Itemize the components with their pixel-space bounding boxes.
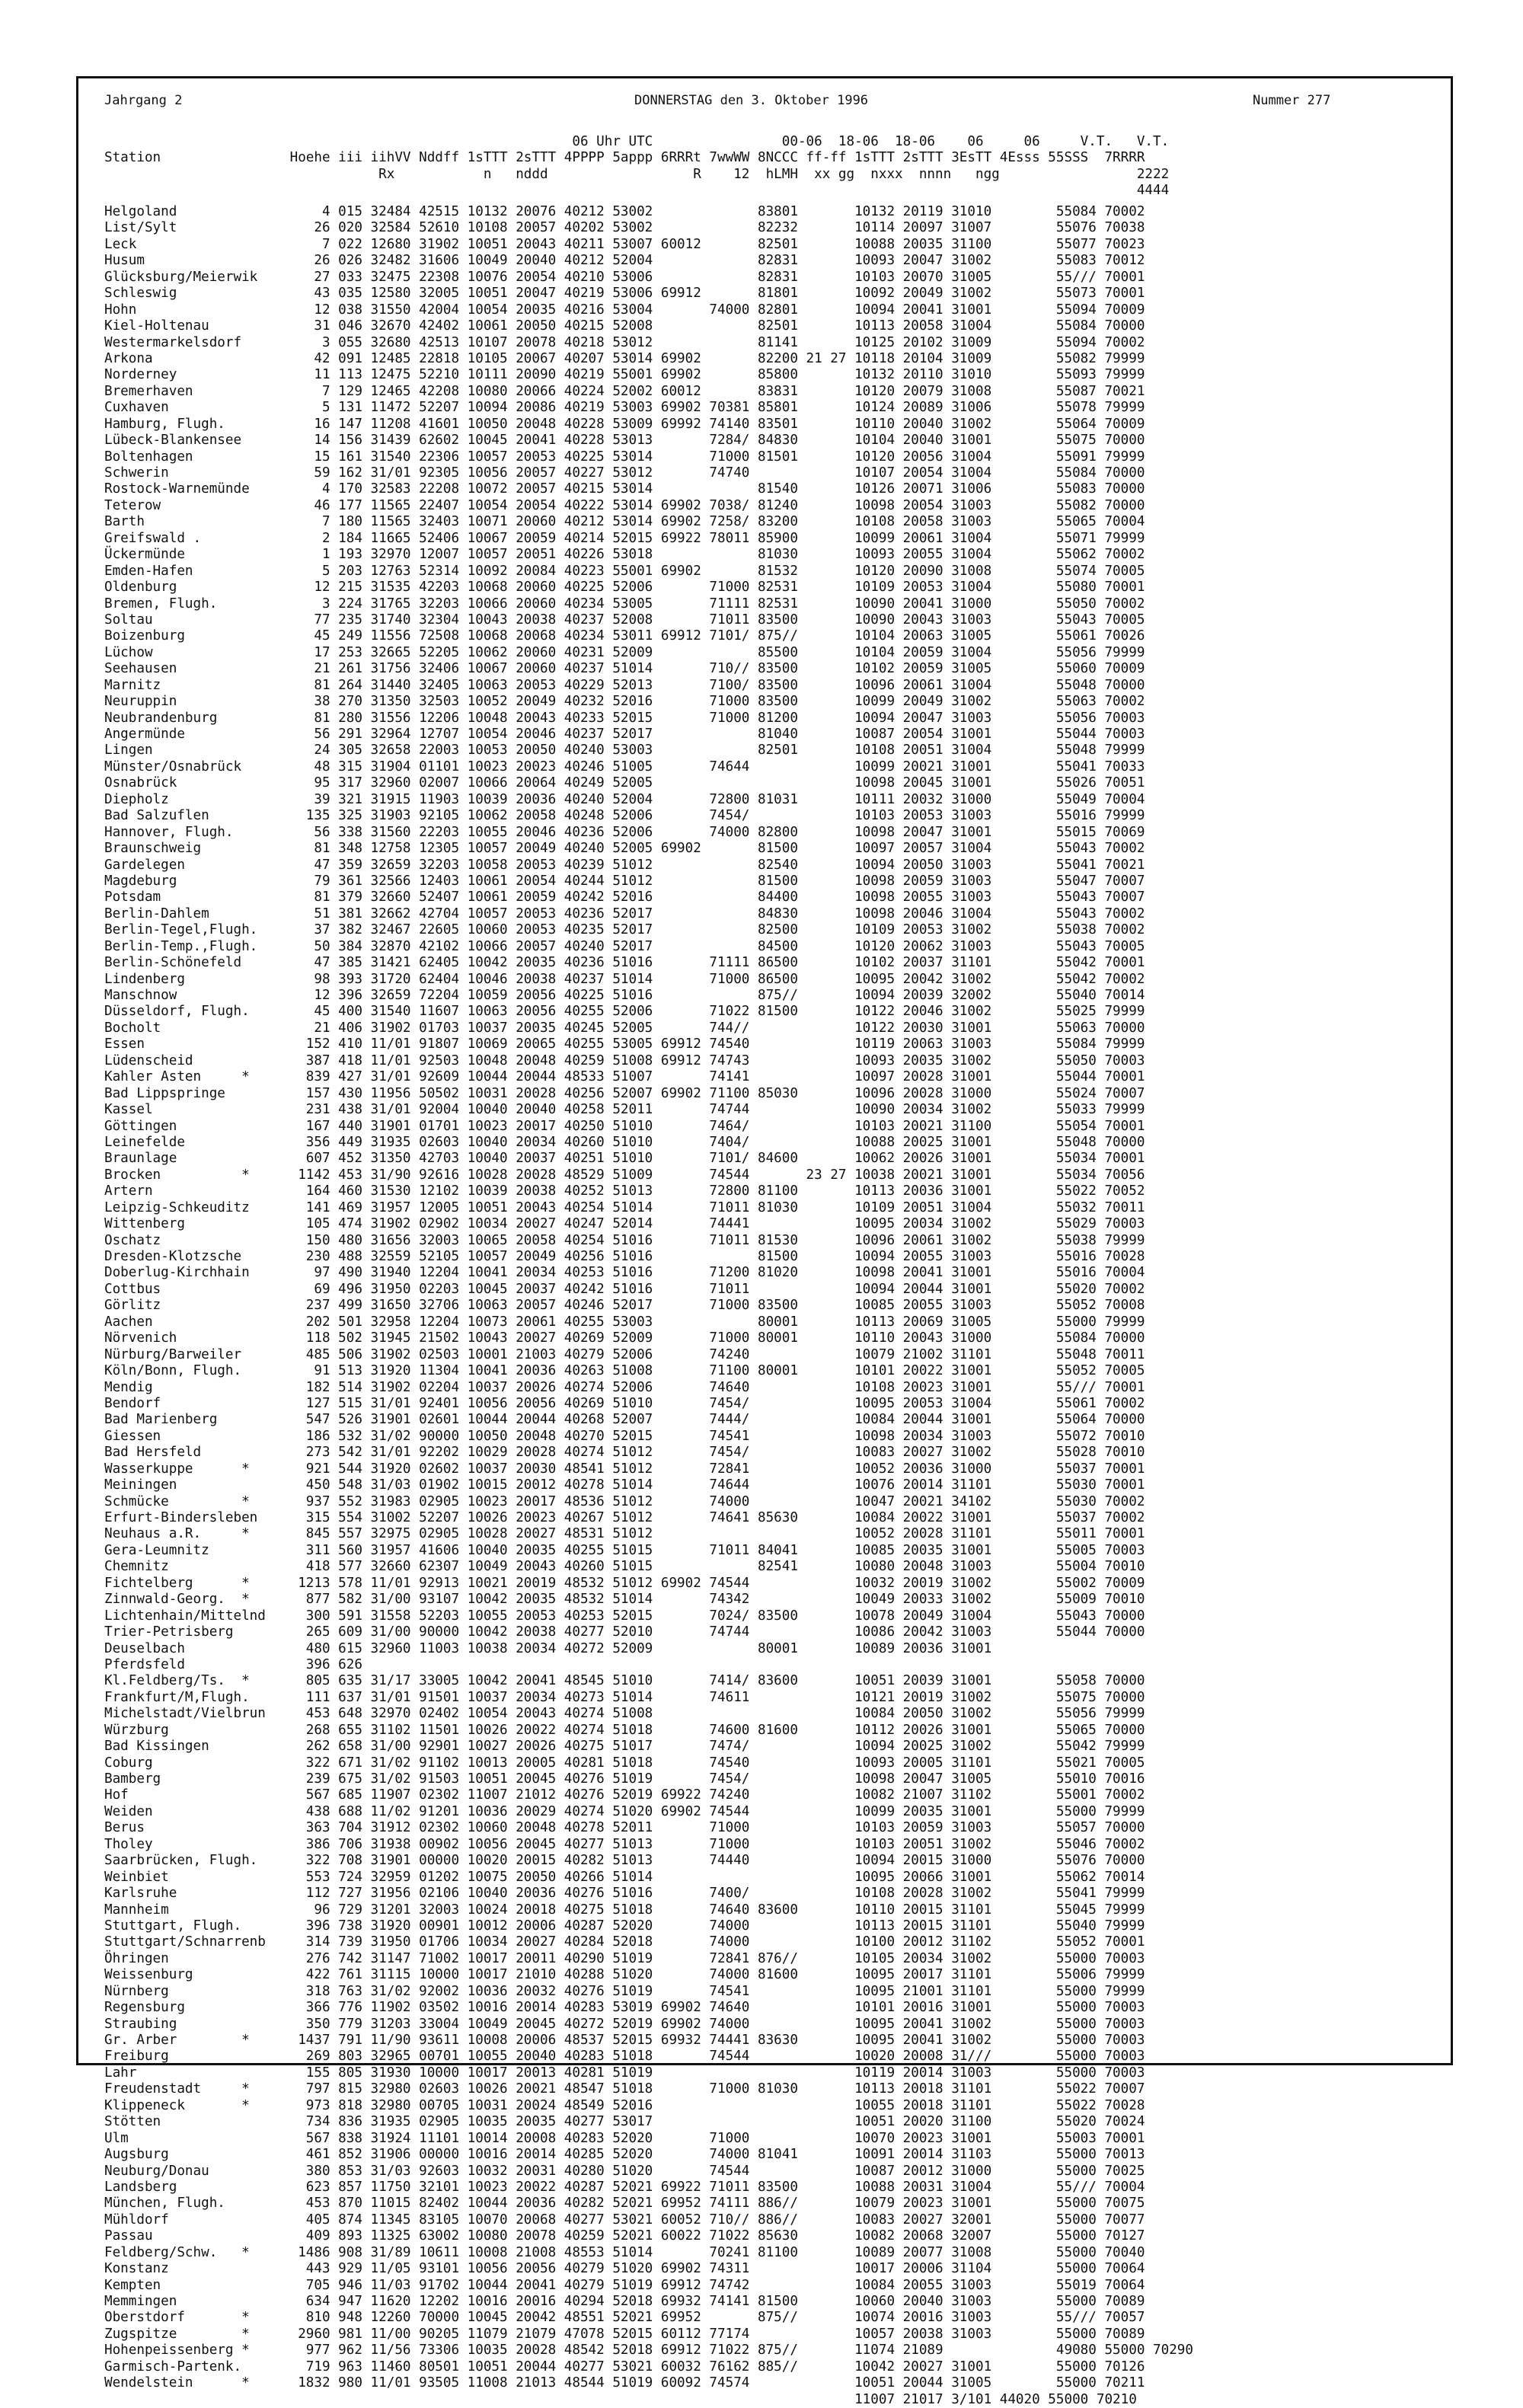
station-row: Erfurt-Bindersleben 315 554 31002 52207 10026 20023 40267 51012 74641 85630 10084 20022 31001 55037 70002 [104, 1510, 1145, 1525]
station-row: Berlin-Schönefeld 47 385 31421 62405 10042 20035 40236 51016 71111 86500 10102 20037 31101 55042 70001 [104, 955, 1145, 971]
station-row: Bad Kissingen 262 658 31/00 92901 10027 20026 40275 51017 7474/ 10094 20025 31002 55042 79999 [104, 1739, 1145, 1755]
station-row: Weinbiet 553 724 32959 01202 10075 20050 40266 51014 10095 20066 31001 55062 70014 [104, 1869, 1145, 1885]
station-row: Glücksburg/Meierwik 27 033 32475 22308 10076 20054 40210 53006 82831 10103 20070 31005 55/// 70001 [104, 269, 1145, 285]
station-row: Memmingen 634 947 11620 12202 10016 20016 40294 52018 69932 74141 81500 10060 20040 31003 55000 70089 [104, 2294, 1145, 2309]
station-row: Schwerin 59 162 31/01 92305 10056 20057 40227 53012 74740 10107 20054 31004 55084 70000 [104, 465, 1145, 481]
station-row: Bamberg 239 675 31/02 91503 10051 20045 40276 51019 7454/ 10098 20047 31005 55010 70016 [104, 1771, 1145, 1787]
station-row: Lüchow 17 253 32665 52205 10062 20060 40231 52009 85500 10104 20059 31004 55056 79999 [104, 644, 1145, 660]
station-row: Saarbrücken, Flugh. 322 708 31901 00000 10020 20015 40282 51013 74440 10094 20015 31000 55076 70000 [104, 1853, 1145, 1869]
station-row: Düsseldorf, Flugh. 45 400 31540 11607 10063 20056 40255 52006 71022 81500 10122 20046 31002 55025 79999 [104, 1004, 1145, 1020]
station-row: Bremen, Flugh. 3 224 31765 32203 10066 20060 40234 53005 71111 82531 10090 20041 31000 55050 70002 [104, 596, 1145, 612]
station-row: Köln/Bonn, Flugh. 91 513 31920 11304 10041 20036 40263 51008 71100 80001 10101 20022 31001 55052 70005 [104, 1363, 1145, 1379]
station-row: Hohn 12 038 31550 42004 10054 20035 40216 53004 74000 82801 10094 20041 31001 55094 70009 [104, 302, 1145, 318]
column-header-line: Station Hoehe iii iihVV Nddff 1sTTT 2sTTT 4PPPP 5appp 6RRRt 7wwWW 8NCCC ff-ff 1sTTT 2sTTT 3EsTT 4Esss 55SSS 7RRRR [104, 150, 1145, 166]
station-row: Berlin-Tegel,Flugh. 37 382 32467 22605 10060 20053 40235 52017 82500 10109 20053 31002 55038 70002 [104, 922, 1145, 938]
station-row: Braunlage 607 452 31350 42703 10040 20037 40251 51010 7101/ 84600 10062 20026 31001 55034 70001 [104, 1151, 1145, 1167]
station-row: Klippeneck * 973 818 32980 00705 10031 20024 48549 52016 10055 20018 31101 55022 70028 [104, 2097, 1145, 2113]
station-row: Lahr 155 805 31930 10000 10017 20013 40281 51019 10119 20014 31003 55000 70003 [104, 2065, 1145, 2081]
station-row: Nürnberg 318 763 31/02 92002 10036 20032 40276 51019 74541 10095 21001 31101 55000 79999 [104, 1983, 1145, 1999]
column-header [104, 134, 1169, 200]
station-row: Doberlug-Kirchhain 97 490 31940 12204 10041 20034 40253 51016 71200 81020 10098 20041 31001 55016 70004 [104, 1265, 1145, 1281]
station-row: Lindenberg 98 393 31720 62404 10046 20038 40237 51014 71000 86500 10095 20042 31002 55042 70002 [104, 971, 1145, 987]
station-row: Rostock-Warnemünde 4 170 32583 22208 10072 20057 40215 53014 81540 10126 20071 31006 55083 70000 [104, 481, 1145, 497]
station-row: Husum 26 026 32482 31606 10049 20040 40212 52004 82831 10093 20047 31002 55083 70012 [104, 253, 1145, 269]
station-row: Straubing 350 779 31203 33004 10049 20045 40272 52019 69902 74000 10095 20041 31002 55000 70003 [104, 2016, 1145, 2032]
station-row: Stuttgart/Schnarrenb 314 739 31950 01706 10034 20027 40284 52018 74000 10100 20012 31102 55052 70001 [104, 1934, 1145, 1950]
station-row: Oberstdorf * 810 948 12260 70000 10045 20042 48551 52021 69952 875// 10074 20016 31003 55/// 70057 [104, 2310, 1145, 2326]
station-row: Braunschweig 81 348 12758 12305 10057 20049 40240 52005 69902 81500 10097 20057 31004 55043 70002 [104, 841, 1145, 857]
station-row: Berus 363 704 31912 02302 10060 20048 40278 52011 71000 10103 20059 31003 55057 70000 [104, 1820, 1145, 1836]
column-header-line: 06 Uhr UTC 00-06 18-06 18-06 06 06 V.T. V.T. [104, 134, 1170, 149]
station-row: Trier-Petrisberg 265 609 31/00 90000 10042 20038 40277 52010 74744 10086 20042 31003 55044 70000 [104, 1624, 1145, 1640]
station-row: Bendorf 127 515 31/01 92401 10056 20056 40269 51010 7454/ 10095 20053 31004 55061 70002 [104, 1395, 1145, 1411]
station-row: Neuruppin 38 270 31350 32503 10052 20049 40232 52016 71000 83500 10099 20049 31002 55063 70002 [104, 694, 1145, 710]
station-row: Schmücke * 937 552 31983 02905 10023 20017 48536 51012 74000 10047 20021 34102 55030 70002 [104, 1493, 1145, 1509]
station-row: Karlsruhe 112 727 31956 02106 10040 20036 40276 51016 7400/ 10108 20028 31002 55041 79999 [104, 1886, 1145, 1902]
station-row: Teterow 46 177 11565 22407 10054 20054 40222 53014 69902 7038/ 81240 10098 20054 31003 55082 70000 [104, 497, 1145, 513]
station-row: Augsburg 461 852 31906 00000 10016 20014 40285 52020 74000 81041 10091 20014 31103 55000 70013 [104, 2147, 1145, 2163]
station-row: Aachen 202 501 32958 12204 10073 20061 40255 53003 80001 10113 20069 31005 55000 79999 [104, 1314, 1145, 1330]
station-row: Oschatz 150 480 31656 32003 10065 20058 40254 51016 71011 81530 10096 20061 31002 55038 79999 [104, 1232, 1145, 1248]
station-row: Regensburg 366 776 11902 03502 10016 20014 40283 53019 69902 74640 10101 20016 31001 55000 70003 [104, 2000, 1145, 2016]
column-header-line: Rx n nddd R 12 hLMH xx gg nxxx nnnn ngg 2222 [104, 166, 1170, 182]
station-row: Boltenhagen 15 161 31540 22306 10057 20053 40225 53014 71000 81501 10120 20056 31004 55091 79999 [104, 449, 1145, 465]
station-row: München, Flugh. 453 870 11015 82402 10044 20036 40282 52021 69952 74111 886// 10079 20023 31001 55000 70075 [104, 2196, 1145, 2212]
station-row: Bremerhaven 7 129 12465 42208 10080 20066 40224 52002 60012 83831 10120 20079 31008 55087 70021 [104, 383, 1145, 399]
station-row: Neuhaus a.R. * 845 557 32975 02905 10028 20027 48531 51012 10052 20028 31101 55011 70001 [104, 1526, 1145, 1542]
station-row: Kassel 231 438 31/01 92004 10040 20040 40258 52011 74744 10090 20034 31002 55033 79999 [104, 1102, 1145, 1118]
station-row: Lüdenscheid 387 418 11/01 92503 10048 20048 40259 51008 69912 74743 10093 20035 31002 55050 70003 [104, 1052, 1145, 1068]
station-row: Diepholz 39 321 31915 11903 10039 20036 40240 52004 72800 81031 10111 20032 31000 55049 70004 [104, 791, 1145, 807]
station-row: Deuselbach 480 615 32960 11003 10038 20034 40272 52009 80001 10089 20036 31001 [104, 1640, 992, 1656]
station-row: Gr. Arber * 1437 791 11/90 93611 10008 20006 48537 52015 69932 74441 83630 10095 20041 31002 55000 70003 [104, 2033, 1145, 2048]
station-row: Freiburg 269 803 32965 00701 10055 20040 40283 51018 74544 10020 20008 31/// 55000 70003 [104, 2049, 1145, 2065]
station-row: Chemnitz 418 577 32660 62307 10049 20043 40260 51015 82541 10080 20048 31003 55004 70010 [104, 1559, 1145, 1575]
station-row: Artern 164 460 31530 12102 10039 20038 40252 51013 72800 81100 10113 20036 31001 55022 70052 [104, 1183, 1145, 1199]
station-row: List/Sylt 26 020 32584 52610 10108 20057 40202 53002 82232 10114 20097 31007 55076 70038 [104, 220, 1145, 236]
station-row: Berlin-Dahlem 51 381 32662 42704 10057 20053 40236 52017 84830 10098 20046 31004 55043 70002 [104, 905, 1145, 921]
station-row: Nörvenich 118 502 31945 21502 10043 20027 40269 52009 71000 80001 10110 20043 31000 55084 70000 [104, 1330, 1145, 1346]
station-row: Zugspitze * 2960 981 11/00 90205 11079 21079 47078 52015 60112 77174 10057 20038 31003 55000 70089 [104, 2326, 1145, 2342]
station-row: Manschnow 12 396 32659 72204 10059 20056 40225 51016 875// 10094 20039 32002 55040 70014 [104, 988, 1145, 1003]
station-row: Zinnwald-Georg. * 877 582 31/00 93107 10042 20035 48532 51014 74342 10049 20033 31002 55009 70010 [104, 1592, 1145, 1608]
station-row: Leipzig-Schkeuditz 141 469 31957 12005 10051 20043 40254 51014 71011 81030 10109 20051 31004 55032 70011 [104, 1199, 1145, 1215]
station-row: Bad Lippspringe 157 430 11956 50502 10031 20028 40256 52007 69902 71100 85030 10096 20028 31000 55024 70007 [104, 1085, 1145, 1101]
station-row: Brocken * 1142 453 31/90 92616 10028 20028 48529 51009 74544 23 27 10038 20021 31001 55034 70056 [104, 1167, 1145, 1183]
station-row: Hamburg, Flugh. 16 147 11208 41601 10050 20048 40228 53009 69992 74140 83501 10110 20040 31002 55064 70009 [104, 416, 1145, 432]
station-row: Schleswig 43 035 12580 32005 10051 20047 40219 53006 69912 81801 10092 20049 31002 55073 70001 [104, 286, 1145, 302]
station-row: Coburg 322 671 31/02 91102 10013 20005 40281 51018 74540 10093 20005 31101 55021 70005 [104, 1755, 1145, 1771]
station-row: Lübeck-Blankensee 14 156 31439 62602 10045 20041 40228 53013 7284/ 84830 10104 20040 31001 55075 70000 [104, 433, 1145, 449]
station-row: Gardelegen 47 359 32659 32203 10058 20053 40239 51012 82540 10094 20050 31003 55041 70021 [104, 857, 1145, 873]
station-row: Soltau 77 235 31740 32304 10043 20038 40237 52008 71011 83500 10090 20043 31003 55043 70005 [104, 612, 1145, 628]
station-row: Leinefelde 356 449 31935 02603 10040 20034 40260 51010 7404/ 10088 20025 31001 55048 70000 [104, 1134, 1145, 1150]
station-row: Weissenburg 422 761 31115 10000 10017 21010 40288 51020 74000 81600 10095 20017 31101 55006 79999 [104, 1967, 1145, 1983]
station-row: Wittenberg 105 474 31902 02902 10034 20027 40247 52014 74441 10095 20034 31002 55029 70003 [104, 1216, 1145, 1232]
station-row: Cuxhaven 5 131 11472 52207 10094 20086 40219 53003 69902 70381 85801 10124 20089 31006 55078 79999 [104, 400, 1145, 416]
station-row: Angermünde 56 291 32964 12707 10054 20046 40237 52017 81040 10087 20054 31001 55044 70003 [104, 727, 1145, 742]
station-row: Lichtenhain/Mittelnd 300 591 31558 52203 10055 20053 40253 52015 7024/ 83500 10078 20049 31004 55043 70000 [104, 1608, 1145, 1624]
station-row: Helgoland 4 015 32484 42515 10132 20076 40212 53002 83801 10132 20119 31010 55084 70002 [104, 204, 1145, 219]
station-row: Cottbus 69 496 31950 02203 10045 20037 40242 51016 71011 10094 20044 31001 55020 70002 [104, 1281, 1145, 1297]
station-row: Boizenburg 45 249 11556 72508 10068 20068 40234 53011 69912 7101/ 875// 10104 20063 31005 55061 70026 [104, 628, 1145, 644]
station-row: Bad Marienberg 547 526 31901 02601 10044 20044 40268 52007 7444/ 10084 20044 31001 55064 70000 [104, 1412, 1145, 1428]
station-row: Hannover, Flugh. 56 338 31560 22203 10055 20046 40236 52006 74000 82800 10098 20047 31001 55015 70069 [104, 824, 1145, 840]
station-row: Greifswald . 2 184 11665 52406 10067 20059 40214 52015 69922 78011 85900 10099 20061 31004 55071 79999 [104, 530, 1145, 546]
station-row: Pferdsfeld 396 626 [104, 1656, 362, 1672]
station-row: Mühldorf 405 874 11345 83105 10070 20068 40277 53021 60052 710// 886// 10083 20027 32001 55000 70077 [104, 2212, 1145, 2228]
station-row: Ulm 567 838 31924 11101 10014 20008 40283 52020 71000 10070 20023 31001 55003 70001 [104, 2130, 1145, 2146]
column-header-line: 4444 [104, 183, 1170, 199]
station-row: Hohenpeissenberg * 977 962 11/56 73306 10035 20028 48542 52018 69912 71022 875// 11074 21089 49080 55000 70290 [104, 2343, 1193, 2358]
station-row: Frankfurt/M,Flugh. 111 637 31/01 91501 10037 20034 40273 51014 74611 10121 20019 31002 55075 70000 [104, 1689, 1145, 1705]
station-row: Nürburg/Barweiler 485 506 31902 02503 10001 21003 40279 52006 74240 10079 21002 31101 55048 70011 [104, 1346, 1145, 1362]
station-row: Potsdam 81 379 32660 52407 10061 20059 40242 52016 84400 10098 20055 31003 55043 70007 [104, 889, 1145, 905]
station-row: Essen 152 410 11/01 91807 10069 20065 40255 53005 69912 74540 10119 20063 31003 55084 79999 [104, 1036, 1145, 1052]
station-row: Kiel-Holtenau 31 046 32670 42402 10061 20050 40215 52008 82501 10113 20058 31004 55084 70000 [104, 318, 1145, 334]
station-row: Fichtelberg * 1213 578 11/01 92913 10021 20019 48532 51012 69902 74544 10032 20019 31002 55002 70009 [104, 1575, 1145, 1591]
station-row: Leck 7 022 12680 31902 10051 20043 40211 53007 60012 82501 10088 20035 31100 55077 70023 [104, 236, 1145, 252]
station-row: Tholey 386 706 31938 00902 10056 20045 40277 51013 71000 10103 20051 31002 55046 70002 [104, 1836, 1145, 1852]
date-label: DONNERSTAG den 3. Oktober 1996 [634, 93, 869, 108]
station-row: Konstanz 443 929 11/05 93101 10056 20056 40279 51020 69902 74311 10017 20006 31104 55000 70064 [104, 2261, 1145, 2277]
station-row: Michelstadt/Vielbrun 453 648 32970 02402 10054 20043 40274 51008 10084 20050 31002 55056 79999 [104, 1706, 1145, 1722]
station-row: Neubrandenburg 81 280 31556 12206 10048 20043 40233 52015 71000 81200 10094 20047 31003 55056 70003 [104, 710, 1145, 726]
station-row: Barth 7 180 11565 32403 10071 20060 40212 53014 69902 7258/ 83200 10108 20058 31003 55065 70004 [104, 514, 1145, 530]
station-row: Arkona 42 091 12485 22818 10105 20067 40207 53014 69902 82200 21 27 10118 20104 31009 55082 79999 [104, 350, 1145, 366]
station-row: Mendig 182 514 31902 02204 10037 20026 40274 52006 74640 10108 20023 31001 55/// 70001 [104, 1379, 1145, 1395]
station-row: Marnitz 81 264 31440 32405 10063 20053 40229 52013 7100/ 83500 10096 20061 31004 55048 70000 [104, 677, 1145, 693]
station-row: Landsberg 623 857 11750 32101 10023 20022 40287 52021 69922 71011 83500 10088 20031 31004 55/// 70004 [104, 2179, 1145, 2195]
issue-number: Nummer 277 [1253, 93, 1331, 108]
station-row: Öhringen 276 742 31147 71002 10017 20011 40290 51019 72841 876// 10105 20034 31002 55000 70003 [104, 1950, 1145, 1966]
station-row: Görlitz 237 499 31650 32706 10063 20057 40246 52017 71000 83500 10085 20055 31003 55052 70008 [104, 1298, 1145, 1314]
station-row: Kahler Asten * 839 427 31/01 92609 10044 20044 48533 51007 74141 10097 20028 31001 55044 70001 [104, 1069, 1145, 1085]
station-row: Bad Salzuflen 135 325 31903 92105 10062 20058 40248 52006 7454/ 10103 20053 31003 55016 79999 [104, 808, 1145, 824]
station-row: Emden-Hafen 5 203 12763 52314 10092 20084 40223 55001 69902 81532 10120 20090 31008 55074 70005 [104, 563, 1145, 579]
station-row: Magdeburg 79 361 32566 12403 10061 20054 40244 51012 81500 10098 20059 31003 55047 70007 [104, 873, 1145, 889]
station-row: Bocholt 21 406 31902 01703 10037 20035 40245 52005 744// 10122 20030 31001 55063 70000 [104, 1020, 1145, 1036]
station-row: Meiningen 450 548 31/03 01902 10015 20012 40278 51014 74644 10076 20014 31101 55030 70001 [104, 1477, 1145, 1493]
station-row: Osnabrück 95 317 32960 02007 10066 20064 40249 52005 10098 20045 31001 55026 70051 [104, 775, 1145, 791]
station-row: Stuttgart, Flugh. 396 738 31920 00901 10012 20006 40287 52020 74000 10113 20015 31101 55040 79999 [104, 1918, 1145, 1934]
station-row: Gera-Leumnitz 311 560 31957 41606 10040 20035 40255 51015 71011 84041 10085 20035 31001 55005 70003 [104, 1542, 1145, 1558]
station-table [104, 204, 1193, 2408]
station-row: Westermarkelsdorf 3 055 32680 42513 10107 20078 40218 53012 81141 10125 20102 31009 55094 70002 [104, 334, 1145, 350]
station-row: Feldberg/Schw. * 1486 908 31/89 10611 10008 21008 48553 51014 70241 81100 10089 20077 31008 55000 70040 [104, 2244, 1145, 2260]
station-row: Passau 409 893 11325 63002 10080 20078 40259 52021 60022 71022 85630 10082 20068 32007 55000 70127 [104, 2228, 1145, 2244]
station-row: Göttingen 167 440 31901 01701 10023 20017 40250 51010 7464/ 10103 20021 31100 55054 70001 [104, 1118, 1145, 1134]
station-row: Garmisch-Partenk. 719 963 11460 80501 10051 20044 40277 53021 60032 76162 885// 10042 20027 31001 55000 70126 [104, 2358, 1145, 2374]
station-row: Kempten 705 946 11/03 91702 10044 20041 40279 51019 69912 74742 10084 20055 31003 55019 70064 [104, 2277, 1145, 2293]
station-row: Oldenburg 12 215 31535 42203 10068 20060 40225 52006 71000 82531 10109 20053 31004 55080 70001 [104, 580, 1145, 596]
station-row: Seehausen 21 261 31756 32406 10067 20060 40237 51014 710// 83500 10102 20059 31005 55060 70009 [104, 661, 1145, 677]
station-row: Ückermünde 1 193 32970 12007 10057 20051 40226 53018 81030 10093 20055 31004 55062 70002 [104, 547, 1145, 563]
station-row: Norderney 11 113 12475 52210 10111 20090 40219 55001 69902 85800 10132 20110 31010 55093 79999 [104, 367, 1145, 383]
station-row: Weiden 438 688 11/02 91201 10036 20029 40274 51020 69902 74544 10099 20035 31001 55000 79999 [104, 1803, 1145, 1819]
station-row: Freudenstadt * 797 815 32980 02603 10026 20021 48547 51018 71000 81030 10113 20018 31101 55022 70007 [104, 2081, 1145, 2097]
station-row: 11007 21017 3/101 44020 55000 70210 [104, 2391, 1137, 2407]
station-row: Stötten 734 836 31935 02905 10035 20035 40277 53017 10051 20020 31100 55020 70024 [104, 2114, 1145, 2130]
station-row: Würzburg 268 655 31102 11501 10026 20022 40274 51018 74600 81600 10112 20026 31001 55065 70000 [104, 1722, 1145, 1738]
station-row: Mannheim 96 729 31201 32003 10024 20018 40275 51018 74640 83600 10110 20015 31101 55045 79999 [104, 1902, 1145, 1918]
station-row: Münster/Osnabrück 48 315 31904 01101 10023 20023 40246 51005 74644 10099 20021 31001 55041 70033 [104, 758, 1145, 774]
station-row: Dresden-Klotzsche 230 488 32559 52105 10057 20049 40256 51016 81500 10094 20055 31003 55016 70028 [104, 1249, 1145, 1264]
station-row: Wasserkuppe * 921 544 31920 02602 10037 20030 48541 51012 72841 10052 20036 31000 55037 70001 [104, 1461, 1145, 1477]
station-row: Hof 567 685 11907 02302 11007 21012 40276 52019 69922 74240 10082 21007 31102 55001 70002 [104, 1787, 1145, 1803]
volume-label: Jahrgang 2 [104, 93, 183, 108]
station-row: Neuburg/Donau 380 853 31/03 92603 10032 20031 40280 51020 74544 10087 20012 31000 55000 70025 [104, 2163, 1145, 2179]
station-row: Kl.Feldberg/Ts. * 805 635 31/17 33005 10042 20041 48545 51010 7414/ 83600 10051 20039 31001 55058 70000 [104, 1673, 1145, 1689]
station-row: Berlin-Temp.,Flugh. 50 384 32870 42102 10066 20057 40240 52017 84500 10120 20062 31003 55043 70005 [104, 938, 1145, 954]
station-row: Lingen 24 305 32658 22003 10053 20050 40240 53003 82501 10108 20051 31004 55048 79999 [104, 743, 1145, 758]
station-row: Giessen 186 532 31/02 90000 10050 20048 40270 52015 74541 10098 20034 31003 55072 70010 [104, 1428, 1145, 1444]
station-row: Wendelstein * 1832 980 11/01 93505 11008 21013 48544 51019 60092 74574 10051 20044 31005 55000 70211 [104, 2375, 1145, 2391]
station-row: Bad Hersfeld 273 542 31/01 92202 10029 20028 40274 51012 7454/ 10083 20027 31002 55028 70010 [104, 1445, 1145, 1461]
